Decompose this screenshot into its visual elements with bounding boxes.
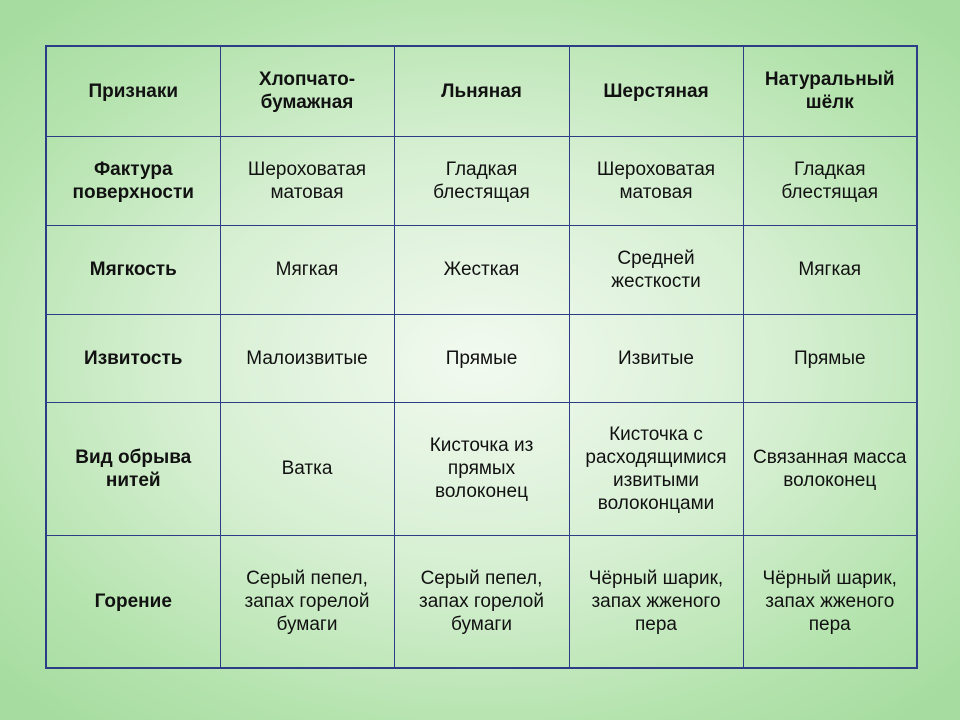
table-row-crimp — [46, 314, 917, 402]
table-cell: Кисточка с расходящимися извитыми волоконцами — [569, 402, 743, 535]
table-cell: Серый пепел, запах горелой бумаги — [394, 535, 569, 668]
table-row-softness — [46, 225, 917, 314]
table-cell: Мягкая — [220, 225, 394, 314]
header-cell-cotton: Хлопчато-бумажная — [220, 46, 394, 136]
header-cell-silk: Натуральный шёлк — [743, 46, 917, 136]
row-label: Вид обрыва нитей — [46, 402, 220, 535]
row-label: Извитость — [46, 314, 220, 402]
table-cell: Чёрный шарик, запах жженого пера — [743, 535, 917, 668]
table-cell: Гладкая блестящая — [743, 136, 917, 225]
table-cell: Извитые — [569, 314, 743, 402]
table-cell: Кисточка из прямых волоконец — [394, 402, 569, 535]
header-cell-linen: Льняная — [394, 46, 569, 136]
fabric-properties-table — [45, 45, 918, 669]
table-cell: Средней жесткости — [569, 225, 743, 314]
table-cell: Мягкая — [743, 225, 917, 314]
table-cell: Прямые — [743, 314, 917, 402]
table-cell: Ватка — [220, 402, 394, 535]
row-label: Мягкость — [46, 225, 220, 314]
table-row-thread-break — [46, 402, 917, 535]
table-cell: Связанная масса волоконец — [743, 402, 917, 535]
table-cell: Шероховатая матовая — [569, 136, 743, 225]
header-cell-features: Признаки — [46, 46, 220, 136]
table-cell: Чёрный шарик, запах жженого пера — [569, 535, 743, 668]
header-cell-wool: Шерстяная — [569, 46, 743, 136]
row-label: Фактура поверхности — [46, 136, 220, 225]
table-header-row — [46, 46, 917, 136]
row-label: Горение — [46, 535, 220, 668]
table-row-burning — [46, 535, 917, 668]
table-cell: Жесткая — [394, 225, 569, 314]
table-cell: Шероховатая матовая — [220, 136, 394, 225]
table-cell: Серый пепел, запах горелой бумаги — [220, 535, 394, 668]
table-cell: Прямые — [394, 314, 569, 402]
table-cell: Гладкая блестящая — [394, 136, 569, 225]
table-cell: Малоизвитые — [220, 314, 394, 402]
table-row-surface-texture — [46, 136, 917, 225]
